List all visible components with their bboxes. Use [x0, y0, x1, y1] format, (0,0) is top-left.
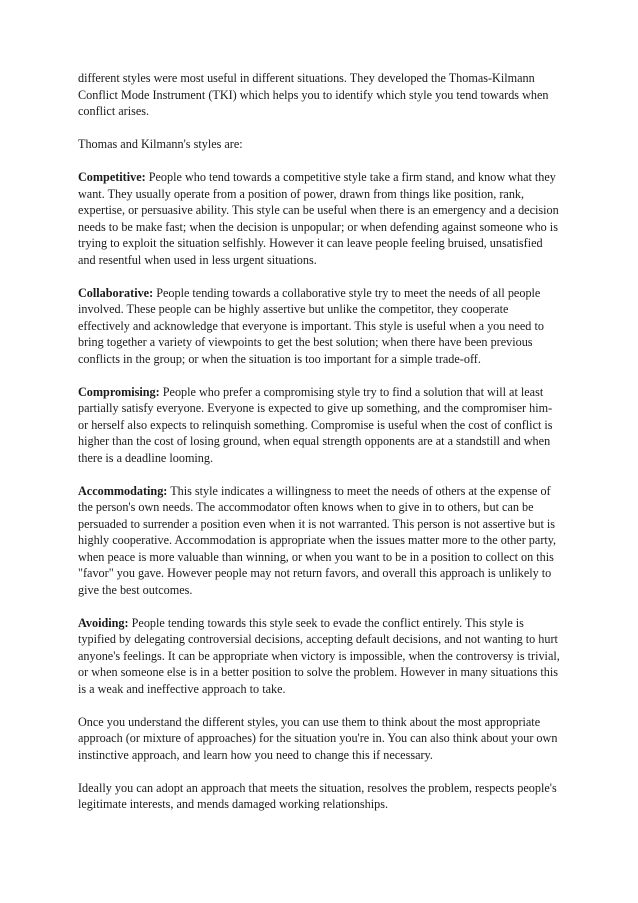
style-compromising: [78, 384, 562, 467]
style-description: People tending towards a collaborative style try to meet the needs of all people involved. These people can be highly assertive but unlike the competitor, they cooperate effectively and acknowledge that everyone is important. This style is useful when a you need to bring together a variety of viewpoints to get the best solution; when there have been previous conflicts in the group; or when the situation is too important for a simple trade-off.: [78, 285, 544, 366]
style-term: Competitive:: [78, 170, 146, 184]
document-page: [78, 70, 562, 829]
style-competitive: [78, 169, 562, 268]
style-term: Accommodating:: [78, 483, 168, 498]
style-collaborative: [78, 285, 562, 368]
closing-paragraph-1: Once you understand the different styles, you can use them to think about the most appropriate approach (or mixture of approaches) for the situation you're in. You can also think about your own instinctive approach, and learn how you need to change this if necessary.: [78, 714, 558, 762]
style-description: People who tend towards a competitive style take a firm stand, and know what they want. They usually operate from a position of power, drawn from things like position, rank, expertise, or persuasive ability. This style can be useful when there is an emergency and a decision needs to be make fast; when the decision is unpopular; or when defending against someone who is trying to exploit the situation selfishly. However it can leave people feeling bruised, unsatisfied and resentful when used in less urgent situations.: [78, 170, 559, 267]
style-term: Avoiding:: [78, 615, 129, 630]
style-avoiding: [78, 615, 562, 698]
style-description: People tending towards this style seek to evade the conflict entirely. This style is typified by delegating controversial decisions, accepting default decisions, and not wanting to hurt anyone's feelings. It can be appropriate when victory is impossible, when the controversy is trivial, or when someone else is in a better position to solve the problem. However in many situations this is a weak and ineffective approach to take.: [78, 615, 560, 696]
styles-heading: Thomas and Kilmann's styles are:: [78, 137, 243, 151]
style-term: Collaborative:: [78, 285, 154, 300]
style-term: Compromising:: [78, 384, 160, 399]
style-description: People who prefer a compromising style try to find a solution that will at least partially satisfy everyone. Everyone is expected to give up something, and the compromiser him- or herself also expects to relinquish something. Compromise is useful when the cost of conflict is higher than the cost of losing ground, when equal strength opponents are at a standstill and when there is a deadline looming.: [78, 384, 553, 465]
closing-paragraph-2: Ideally you can adopt an approach that meets the situation, resolves the problem, respects people's legitimate interests, and mends damaged working relationships.: [78, 780, 557, 811]
intro-paragraph: different styles were most useful in different situations. They developed the Thomas-Kilmann Conflict Mode Instrument (TKI) which helps you to identify which style you tend towards when conflict arises.: [78, 71, 549, 118]
style-accommodating: [78, 483, 562, 599]
style-description: This style indicates a willingness to meet the needs of others at the expense of the person's own needs. The accommodator often knows when to give in to others, but can be persuaded to surrender a position even when it is not warranted. This person is not assertive but is highly cooperative. Accommodation is appropriate when the issues matter more to the other party, when peace is more valuable than winning, or when you want to be in a position to collect on this "favor" you gave. However people may not return favors, and overall this approach is unlikely to give the best outcomes.: [78, 483, 557, 597]
